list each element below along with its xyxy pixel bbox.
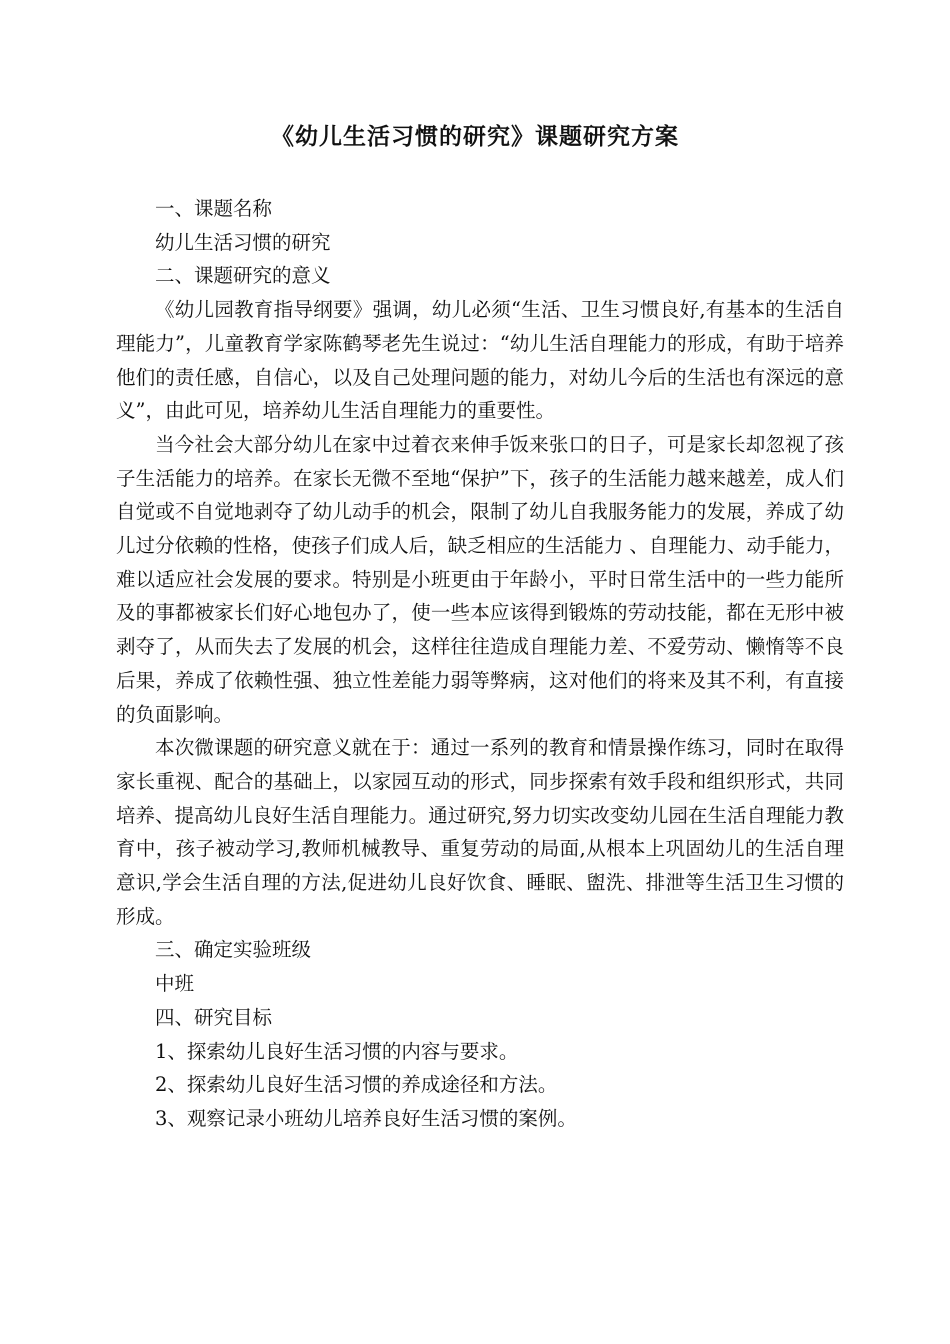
goal-item-1: 1、探索幼儿良好生活习惯的内容与要求。: [155, 1039, 519, 1063]
paragraph-society: 当今社会大部分幼儿在家中过着衣来伸手饭来张口的日子，可是家长却忽视了孩子生活能力的培养。在家长无微不至地“保护”下，孩子的生活能力越来越差，成人们自觉或不自觉地剥夺了幼儿动手的机会，限制了幼儿自我服务能力的发展，养成了幼儿过分依赖的性格，使孩子们成人后，缺乏相应的生活能力 、自理能力、动手能力，难以适应社会发展的要求。特别是小班更由于年龄小，平时日常生活中的一些力能所及的事都被家长们好心地包办了，使一些本应该得到锻炼的劳动技能，都在无形中被剥夺了，从而失去了发展的机会，这样往往造成自理能力差、不爱劳动、懒惰等不良后果，养成了依赖性强、独立性差能力弱等弊病，这对他们的将来及其不利，有直接的负面影响。: [116, 432, 844, 726]
document-body: [116, 192, 844, 1136]
goal-item-2: 2、探索幼儿良好生活习惯的养成途径和方法。: [155, 1073, 558, 1097]
topic-name-text: 幼儿生活习惯的研究: [155, 230, 331, 254]
section-heading-goals: 四、研究目标: [155, 1005, 273, 1029]
section-heading-topic-name: 一、课题名称: [155, 197, 273, 220]
document-title: 《幼儿生活习惯的研究》课题研究方案: [271, 124, 679, 150]
goal-item-3: 3、观察记录小班幼儿培养良好生活习惯的案例。: [155, 1106, 577, 1130]
paragraph-guideline: 《幼儿园教育指导纲要》强调，幼儿必须“生活、卫生习惯良好,有基本的生活自理能力”，儿童教育学家陈鹤琴老先生说过：“幼儿生活自理能力的形成，有助于培养他们的责任感，自信心，以及自己处理问题的能力，对幼儿今后的生活也有深远的意义”，由此可见，培养幼儿生活自理能力的重要性。: [116, 298, 844, 423]
paragraph-research-meaning: 本次微课题的研究意义就在于：通过一系列的教育和情景操作练习，同时在取得家长重视、配合的基础上，以家园互动的形式，同步探索有效手段和组织形式，共同培养、提高幼儿良好生活自理能力。通过研究,努力切实改变幼儿园在生活自理能力教育中，孩子被动学习,教师机械教导、重复劳动的局面,从根本上巩固幼儿的生活自理意识,学会生活自理的方法,促进幼儿良好饮食、睡眠、盥洗、排泄等生活卫生习惯的形成。: [116, 736, 844, 928]
class-text: 中班: [155, 972, 195, 996]
section-heading-class: 三、确定实验班级: [155, 938, 312, 962]
section-heading-significance: 二、课题研究的意义: [155, 264, 331, 288]
